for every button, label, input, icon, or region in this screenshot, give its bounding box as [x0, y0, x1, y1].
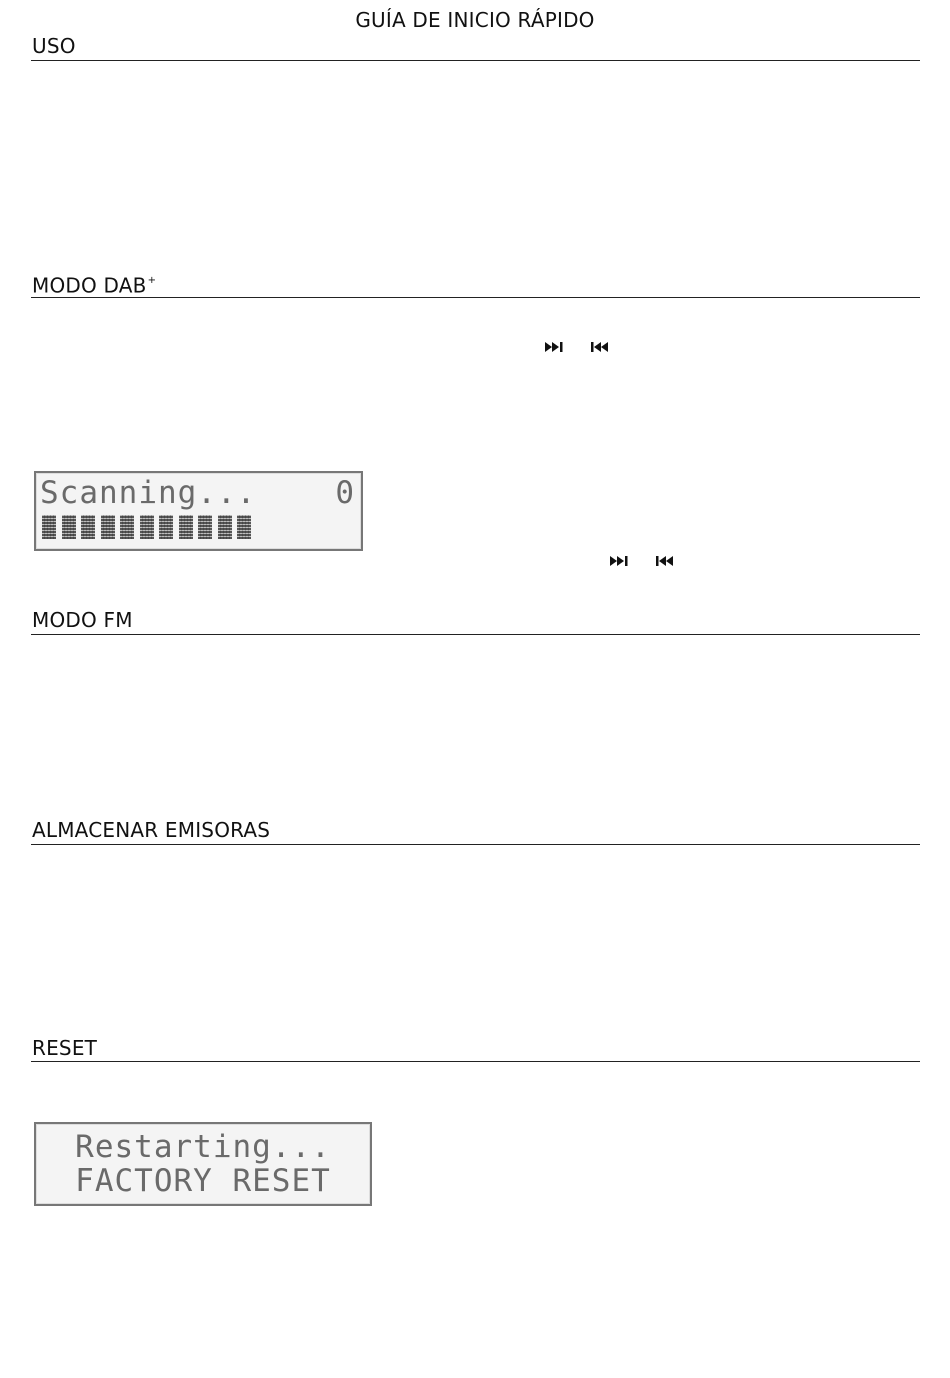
lcd-display-scanning [34, 471, 363, 551]
lcd-reset-line1: Restarting... [75, 1129, 331, 1165]
skip-next-icon [610, 555, 632, 567]
lcd-progress-block [237, 515, 251, 539]
lcd-progress-block [120, 515, 134, 539]
lcd-scanning-text: Scanning... [40, 475, 257, 511]
section-divider [31, 297, 920, 298]
lcd-display-reset [34, 1122, 372, 1206]
section-divider [31, 634, 920, 635]
lcd-reset-line2: FACTORY RESET [75, 1163, 331, 1199]
lcd-progress-block [218, 515, 232, 539]
lcd-progress-block [81, 515, 95, 539]
lcd-progress-bar [42, 515, 302, 541]
lcd-progress-block [101, 515, 115, 539]
skip-previous-icon [655, 555, 677, 567]
lcd-progress-block [159, 515, 173, 539]
lcd-progress-block [198, 515, 212, 539]
section-heading-uso: USO [32, 34, 76, 58]
section-divider [31, 844, 920, 845]
lcd-progress-block [42, 515, 56, 539]
section-divider [31, 1061, 920, 1062]
section-heading-fm: MODO FM [32, 608, 133, 632]
section-heading-dab-label: MODO DAB [32, 273, 147, 298]
section-heading-dab-sup: + [147, 275, 157, 286]
lcd-progress-block [140, 515, 154, 539]
document-title: GUÍA DE INICIO RÁPIDO [355, 8, 595, 32]
lcd-progress-block [62, 515, 76, 539]
skip-previous-icon [590, 341, 612, 353]
section-heading-dab [32, 271, 156, 298]
section-heading-presets: ALMACENAR EMISORAS [32, 818, 271, 842]
section-divider [31, 60, 920, 61]
skip-next-icon [545, 341, 567, 353]
section-heading-reset: RESET [32, 1036, 98, 1060]
lcd-progress-block [179, 515, 193, 539]
lcd-scanning-count: 0 [335, 475, 355, 511]
